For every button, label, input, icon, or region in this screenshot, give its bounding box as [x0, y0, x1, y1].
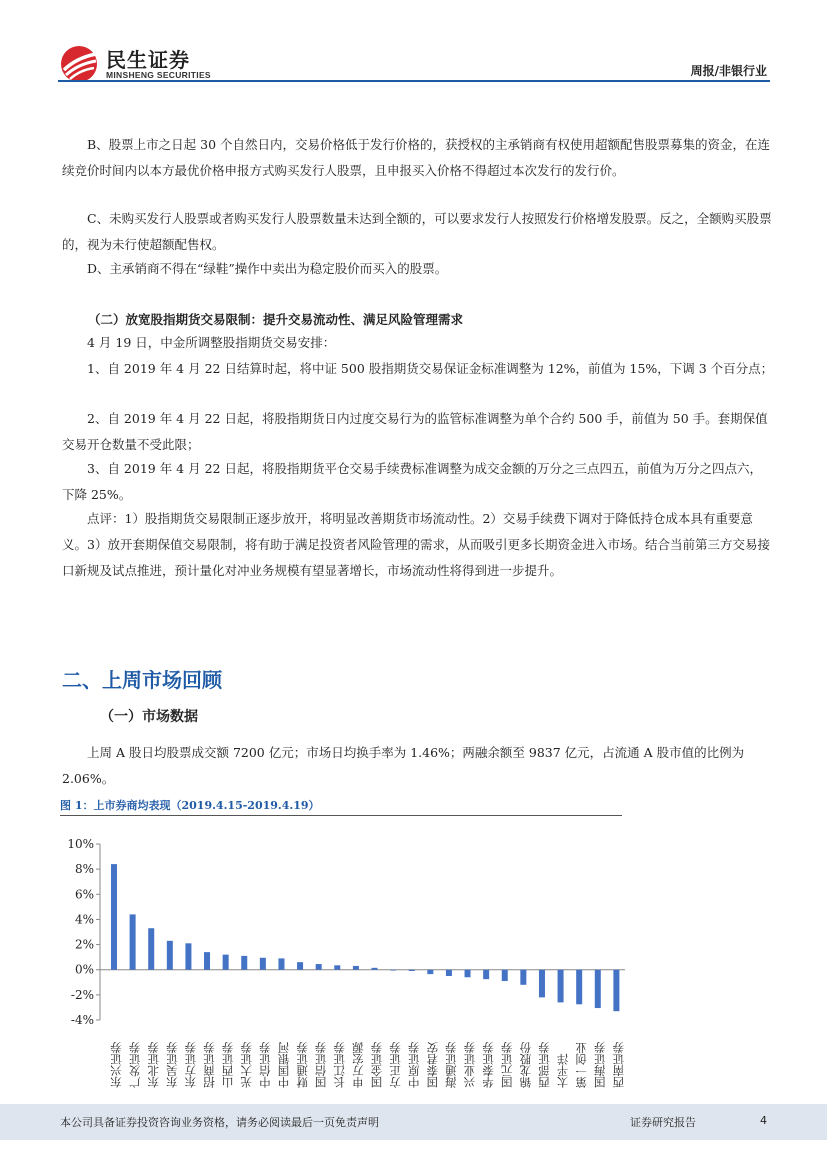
x-tick-label: 国海证券 [592, 1042, 607, 1088]
paragraph-c: C、未购买发行人股票或者购买发行人股票数量未达到全额的，可以要求发行人按照发行价格增发股票。反之，全额购买股票的，视为未行使超额配售权。 [62, 211, 772, 252]
y-tick-label: 8% [74, 862, 94, 877]
x-tick-label: 山西证券 [220, 1042, 235, 1088]
x-tick-label: 国信证券 [313, 1042, 328, 1088]
bar [241, 956, 247, 970]
minsheng-logo-icon [58, 44, 102, 84]
x-tick-label: 锦龙股份 [518, 1042, 533, 1088]
bar [576, 970, 582, 1005]
y-tick-label: 4% [74, 912, 94, 927]
x-tick-label: 海通证券 [443, 1042, 458, 1088]
bar [297, 962, 303, 970]
subsection-title-market: （一）市场数据 [100, 709, 198, 725]
bar [167, 941, 173, 970]
paragraph-apr19: 4 月 19 日，中金所调整股指期货交易安排： [87, 335, 336, 350]
bar [278, 958, 284, 969]
bar [353, 966, 359, 970]
bar [465, 970, 471, 978]
x-tick-label: 长江证券 [332, 1042, 347, 1088]
page-number: 4 [760, 1114, 767, 1127]
bar [372, 968, 378, 970]
x-tick-label: 华泰证券 [481, 1042, 496, 1088]
paragraph-item-2: 2、自 2019 年 4 月 22 日起，将股指期货日内过度交易行为的监管标准调整为单个合约 500 手，前值为 50 手。套期保值交易开仓数量不受此限； [62, 411, 768, 452]
report-type: 周报/非银行业 [690, 64, 767, 78]
x-tick-label: 招商证券 [202, 1042, 217, 1088]
x-tick-label: 第一创业 [574, 1042, 589, 1088]
x-tick-label: 西部证券 [536, 1042, 551, 1088]
bar [223, 955, 229, 970]
paragraph-b: B、股票上市之日起 30 个自然日内，交易价格低于发行价格的，获授权的主承销商有权使用超额配售股票募集的资金，在连续竞价时间内以本方最优价格申报方式购买发行人股票，且申报买入价格不得超过本次发行的发行价。 [62, 137, 771, 178]
x-tick-label: 申万宏源 [350, 1042, 365, 1088]
figure-divider [60, 815, 622, 816]
x-tick-label: 东兴证券 [109, 1042, 123, 1088]
bar [148, 928, 154, 969]
x-tick-label: 东北证券 [146, 1042, 161, 1088]
y-tick-label: 2% [74, 937, 94, 952]
bar [558, 970, 564, 1003]
x-tick-label: 中国银河 [276, 1042, 291, 1088]
x-tick-label: 广发证券 [127, 1042, 142, 1088]
footer-disclaimer: 本公司具备证券投资咨询业务资格，请务必阅读最后一页免责声明 [60, 1116, 379, 1129]
paragraph-d: D、主承销商不得在“绿鞋”操作中卖出为稳定股价而买入的股票。 [87, 261, 448, 276]
x-tick-label: 东吴证券 [164, 1042, 179, 1088]
figure-caption: 图 1：上市券商均表现（2019.4.15-2019.4.19） [60, 799, 320, 812]
bar [539, 970, 545, 998]
bar [130, 914, 136, 969]
bar [613, 970, 619, 1011]
x-tick-label: 国元证券 [499, 1042, 514, 1088]
bar [409, 970, 415, 971]
y-tick-label: 6% [74, 887, 94, 902]
x-tick-label: 中原证券 [406, 1042, 421, 1088]
bar [595, 970, 601, 1008]
x-tick-label: 光大证券 [239, 1042, 254, 1088]
y-tick-label: 10% [67, 837, 94, 851]
paragraph-item-1: 1、自 2019 年 4 月 22 日结算时起，将中证 500 股指期货交易保证金标准调整为 12%，前值为 15%，下调 3 个百分点； [87, 361, 774, 376]
paragraph-item-3: 3、自 2019 年 4 月 22 日起，将股指期货平仓交易手续费标准调整为成交金额的万分之三点四五，前值为万分之四点六，下降 25%。 [62, 461, 762, 502]
bar [316, 964, 322, 970]
broker-performance-chart [60, 830, 630, 1090]
x-tick-label: 东方证券 [183, 1042, 198, 1088]
bar [483, 970, 489, 979]
x-tick-label: 太平洋 [555, 1053, 570, 1088]
y-tick-label: -4% [70, 1013, 94, 1027]
bar [520, 970, 526, 985]
bar [111, 864, 117, 970]
x-tick-label: 方正证券 [388, 1042, 403, 1088]
bar [427, 970, 433, 974]
bar [185, 943, 191, 969]
y-tick-label: -2% [70, 987, 94, 1002]
bar [502, 970, 508, 981]
footer-label: 证券研究报告 [630, 1116, 696, 1129]
x-tick-label: 国金证券 [369, 1042, 384, 1088]
x-tick-label: 兴业证券 [462, 1042, 477, 1088]
paragraph-market: 上周 A 股日均股票成交额 7200 亿元；市场日均换手率为 1.46%；两融余额至 9837 亿元，占流通 A 股市值的比例为 2.06%。 [62, 745, 745, 786]
x-tick-label: 西南证券 [611, 1042, 626, 1088]
bar [390, 970, 396, 971]
paragraph-comment: 点评：1）股指期货交易限制正逐步放开，将明显改善期货市场流动性。2）交易手续费下调对于降低持仓成本具有重要意义。3）放开套期保值交易限制，将有助于满足投资者风险管理的需求，从而吸引更多长期资金进入市场。结合当前第三方交易接口新规及试点推进，预计量化对冲业务规模有望显著增长，市场流动性将得到进一步提升。 [62, 511, 770, 578]
bar [204, 952, 210, 970]
brand-name-en: MINSHENG SECURITIES [106, 70, 211, 80]
section-title: 二、上周市场回顾 [62, 668, 222, 692]
x-tick-label: 国泰君安 [425, 1042, 440, 1088]
bar [446, 970, 452, 976]
x-tick-label: 财通证券 [295, 1042, 310, 1088]
x-tick-label: 中信证券 [257, 1042, 272, 1088]
subsection-title-futures: （二）放宽股指期货交易限制：提升交易流动性、满足风险管理需求 [88, 312, 464, 327]
bar [260, 958, 266, 970]
brand-name: 民生证券 [106, 48, 190, 72]
header-divider [58, 80, 770, 82]
bar [334, 965, 340, 969]
y-tick-label: 0% [74, 962, 94, 977]
